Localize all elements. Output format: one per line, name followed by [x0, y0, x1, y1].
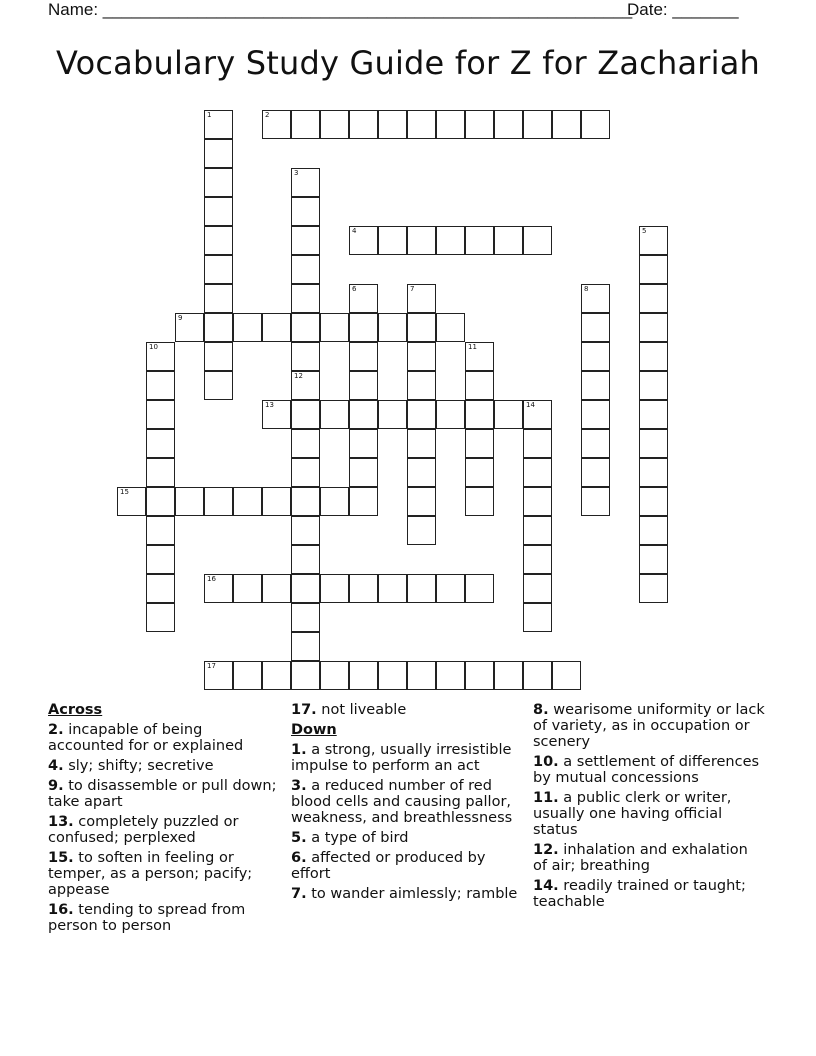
grid-cell[interactable]: [291, 371, 320, 400]
grid-cell[interactable]: [436, 661, 465, 690]
grid-cell[interactable]: [407, 516, 436, 545]
grid-cell[interactable]: [523, 110, 552, 139]
grid-cell[interactable]: [494, 226, 523, 255]
grid-cell[interactable]: [523, 661, 552, 690]
grid-cell[interactable]: [523, 226, 552, 255]
across-heading: Across: [48, 702, 103, 718]
grid-cell[interactable]: [407, 400, 436, 429]
grid-cell[interactable]: [581, 429, 610, 458]
clue-across-13: [48, 814, 280, 846]
clue-number: 4.: [48, 758, 64, 774]
grid-cell[interactable]: [349, 226, 378, 255]
grid-cell[interactable]: [465, 371, 494, 400]
grid-cell[interactable]: [407, 342, 436, 371]
cell-number: 12: [294, 372, 303, 380]
grid-cell[interactable]: [465, 429, 494, 458]
cell-number: 6: [352, 285, 357, 293]
grid-cell[interactable]: [291, 458, 320, 487]
clue-text: a public clerk or writer, usually one having official status: [533, 790, 732, 838]
grid-cell[interactable]: [639, 574, 668, 603]
grid-cell[interactable]: [204, 284, 233, 313]
grid-cell[interactable]: [146, 371, 175, 400]
grid-cell[interactable]: [407, 313, 436, 342]
clue-down-7: [291, 886, 527, 902]
grid-cell[interactable]: [378, 661, 407, 690]
grid-cell[interactable]: [639, 226, 668, 255]
cell-number: 11: [468, 343, 477, 351]
clue-number: 2.: [48, 722, 64, 738]
clue-number: 7.: [291, 886, 307, 902]
cell-number: 3: [294, 169, 299, 177]
grid-cell[interactable]: [407, 458, 436, 487]
cell-number: 10: [149, 343, 158, 351]
grid-cell[interactable]: [465, 226, 494, 255]
grid-cell[interactable]: [581, 400, 610, 429]
clue-across-9: [48, 778, 280, 810]
grid-cell[interactable]: [146, 342, 175, 371]
grid-cell[interactable]: [146, 603, 175, 632]
grid-cell[interactable]: [407, 429, 436, 458]
grid-cell[interactable]: [291, 661, 320, 690]
name-field-label[interactable]: Name: ________________________________________________________: [48, 0, 633, 19]
grid-cell[interactable]: [204, 371, 233, 400]
grid-cell[interactable]: [639, 371, 668, 400]
clue-text: affected or produced by effort: [291, 850, 486, 882]
clue-across-16: [48, 902, 280, 934]
clue-across-15: [48, 850, 280, 898]
clue-text: completely puzzled or confused; perplexed: [48, 814, 239, 846]
cell-number: 15: [120, 488, 129, 496]
grid-cell[interactable]: [436, 400, 465, 429]
grid-cell[interactable]: [581, 284, 610, 313]
grid-cell[interactable]: [639, 458, 668, 487]
grid-cell[interactable]: [146, 487, 175, 516]
clue-number: 14.: [533, 878, 559, 894]
grid-cell[interactable]: [552, 661, 581, 690]
clue-down-3: [291, 778, 527, 826]
clue-text: wearisome uniformity or lack of variety, as in occupation or scenery: [533, 702, 765, 750]
grid-cell[interactable]: [407, 226, 436, 255]
grid-cell[interactable]: [436, 110, 465, 139]
clue-across-4: [48, 758, 280, 774]
grid-cell[interactable]: [639, 429, 668, 458]
cell-number: 7: [410, 285, 415, 293]
clue-number: 9.: [48, 778, 64, 794]
clue-number: 10.: [533, 754, 559, 770]
grid-cell[interactable]: [407, 371, 436, 400]
grid-cell[interactable]: [523, 400, 552, 429]
grid-cell[interactable]: [523, 429, 552, 458]
down-heading: Down: [291, 722, 337, 738]
clue-text: tending to spread from person to person: [48, 902, 246, 934]
grid-cell[interactable]: [552, 110, 581, 139]
grid-cell[interactable]: [378, 400, 407, 429]
grid-cell[interactable]: [349, 429, 378, 458]
grid-cell[interactable]: [146, 574, 175, 603]
clues-column-3: [533, 702, 765, 914]
grid-cell[interactable]: [465, 110, 494, 139]
grid-cell[interactable]: [146, 458, 175, 487]
grid-cell[interactable]: [204, 255, 233, 284]
grid-cell[interactable]: [581, 371, 610, 400]
grid-cell[interactable]: [494, 110, 523, 139]
grid-cell[interactable]: [146, 545, 175, 574]
cell-number: 14: [526, 401, 535, 409]
clue-number: 6.: [291, 850, 307, 866]
grid-cell[interactable]: [407, 284, 436, 313]
grid-cell[interactable]: [291, 313, 320, 342]
grid-cell[interactable]: [581, 342, 610, 371]
grid-cell[interactable]: [262, 110, 291, 139]
grid-cell[interactable]: [494, 400, 523, 429]
clue-text: to disassemble or pull down; take apart: [48, 778, 277, 810]
grid-cell[interactable]: [320, 110, 349, 139]
clue-text: a type of bird: [311, 830, 409, 846]
clue-number: 5.: [291, 830, 307, 846]
grid-cell[interactable]: [320, 574, 349, 603]
grid-cell[interactable]: [378, 574, 407, 603]
grid-cell[interactable]: [639, 400, 668, 429]
grid-cell[interactable]: [407, 574, 436, 603]
grid-cell[interactable]: [639, 342, 668, 371]
clue-text: to wander aimlessly; ramble: [311, 886, 518, 902]
grid-cell[interactable]: [465, 458, 494, 487]
clue-text: readily trained or taught; teachable: [533, 878, 746, 910]
grid-cell[interactable]: [523, 574, 552, 603]
grid-cell[interactable]: [349, 574, 378, 603]
clue-number: 1.: [291, 742, 307, 758]
clue-across-17: [291, 702, 527, 718]
clue-down-10: [533, 754, 765, 786]
grid-cell[interactable]: [349, 487, 378, 516]
grid-cell[interactable]: [378, 226, 407, 255]
clue-across-2: [48, 722, 280, 754]
clue-number: 12.: [533, 842, 559, 858]
clues-column-1: [48, 702, 280, 938]
clue-down-5: [291, 830, 527, 846]
grid-cell[interactable]: [407, 661, 436, 690]
cell-number: 13: [265, 401, 274, 409]
grid-cell[interactable]: [436, 574, 465, 603]
grid-cell[interactable]: [639, 284, 668, 313]
clue-text: a reduced number of red blood cells and causing pallor, weakness, and breathlessness: [291, 778, 513, 826]
clue-down-6: [291, 850, 527, 882]
grid-cell[interactable]: [581, 110, 610, 139]
grid-cell[interactable]: [407, 487, 436, 516]
cell-number: 17: [207, 662, 216, 670]
grid-cell[interactable]: [465, 574, 494, 603]
grid-cell[interactable]: [523, 603, 552, 632]
grid-cell[interactable]: [465, 487, 494, 516]
grid-cell[interactable]: [320, 487, 349, 516]
clue-down-8: [533, 702, 765, 750]
grid-cell[interactable]: [639, 545, 668, 574]
grid-cell[interactable]: [291, 487, 320, 516]
grid-cell[interactable]: [291, 226, 320, 255]
grid-cell[interactable]: [204, 661, 233, 690]
grid-cell[interactable]: [117, 487, 146, 516]
clue-text: incapable of being accounted for or explained: [48, 722, 244, 754]
clue-number: 8.: [533, 702, 549, 718]
clue-text: a settlement of differences by mutual concessions: [533, 754, 760, 786]
grid-cell[interactable]: [233, 313, 262, 342]
grid-cell[interactable]: [291, 255, 320, 284]
grid-cell[interactable]: [291, 284, 320, 313]
clue-number: 16.: [48, 902, 74, 918]
cell-number: 8: [584, 285, 589, 293]
clue-down-12: [533, 842, 765, 874]
grid-cell[interactable]: [204, 313, 233, 342]
clue-text: sly; shifty; secretive: [68, 758, 214, 774]
grid-cell[interactable]: [291, 603, 320, 632]
grid-cell[interactable]: [291, 632, 320, 661]
grid-cell[interactable]: [233, 574, 262, 603]
grid-cell[interactable]: [523, 545, 552, 574]
grid-cell[interactable]: [639, 313, 668, 342]
grid-cell[interactable]: [233, 487, 262, 516]
page-title: Vocabulary Study Guide for Z for Zachariah: [55, 44, 761, 82]
grid-cell[interactable]: [146, 400, 175, 429]
grid-cell[interactable]: [204, 110, 233, 139]
grid-cell[interactable]: [349, 342, 378, 371]
clue-text: inhalation and exhalation of air; breathing: [533, 842, 748, 874]
grid-cell[interactable]: [320, 400, 349, 429]
grid-cell[interactable]: [204, 574, 233, 603]
grid-cell[interactable]: [407, 110, 436, 139]
grid-cell[interactable]: [581, 487, 610, 516]
grid-cell[interactable]: [204, 226, 233, 255]
grid-cell[interactable]: [349, 110, 378, 139]
grid-cell[interactable]: [349, 458, 378, 487]
grid-cell[interactable]: [291, 574, 320, 603]
grid-cell[interactable]: [262, 661, 291, 690]
grid-cell[interactable]: [291, 168, 320, 197]
cell-number: 16: [207, 575, 216, 583]
grid-cell[interactable]: [349, 313, 378, 342]
cell-number: 5: [642, 227, 647, 235]
grid-cell[interactable]: [204, 139, 233, 168]
grid-cell[interactable]: [291, 545, 320, 574]
clue-number: 17.: [291, 702, 317, 718]
grid-cell[interactable]: [291, 429, 320, 458]
grid-cell[interactable]: [262, 400, 291, 429]
grid-cell[interactable]: [320, 313, 349, 342]
grid-cell[interactable]: [349, 284, 378, 313]
grid-cell[interactable]: [233, 661, 262, 690]
grid-cell[interactable]: [262, 313, 291, 342]
clue-text: to soften in feeling or temper, as a person; pacify; appease: [48, 850, 253, 898]
grid-cell[interactable]: [204, 197, 233, 226]
grid-cell[interactable]: [175, 313, 204, 342]
grid-cell[interactable]: [146, 429, 175, 458]
clue-down-1: [291, 742, 527, 774]
grid-cell[interactable]: [262, 487, 291, 516]
clue-number: 13.: [48, 814, 74, 830]
clue-number: 15.: [48, 850, 74, 866]
grid-cell[interactable]: [494, 661, 523, 690]
grid-cell[interactable]: [639, 516, 668, 545]
grid-cell[interactable]: [291, 400, 320, 429]
grid-cell[interactable]: [581, 458, 610, 487]
grid-cell[interactable]: [320, 661, 349, 690]
grid-cell[interactable]: [204, 487, 233, 516]
grid-cell[interactable]: [291, 516, 320, 545]
grid-cell[interactable]: [465, 342, 494, 371]
cell-number: 2: [265, 111, 270, 119]
grid-cell[interactable]: [349, 400, 378, 429]
clue-down-11: [533, 790, 765, 838]
grid-cell[interactable]: [465, 400, 494, 429]
grid-cell[interactable]: [523, 458, 552, 487]
grid-cell[interactable]: [175, 487, 204, 516]
grid-cell[interactable]: [204, 168, 233, 197]
cell-number: 1: [207, 111, 212, 119]
grid-cell[interactable]: [639, 487, 668, 516]
grid-cell[interactable]: [436, 226, 465, 255]
date-field-label[interactable]: Date: _______: [627, 0, 739, 19]
grid-cell[interactable]: [523, 487, 552, 516]
grid-cell[interactable]: [581, 313, 610, 342]
clue-number: 11.: [533, 790, 559, 806]
clue-down-14: [533, 878, 765, 910]
grid-cell[interactable]: [465, 661, 494, 690]
grid-cell[interactable]: [523, 516, 552, 545]
grid-cell[interactable]: [639, 255, 668, 284]
clue-text: a strong, usually irresistible impulse to perform an act: [291, 742, 512, 774]
clue-number: 3.: [291, 778, 307, 794]
grid-cell[interactable]: [204, 342, 233, 371]
grid-cell[interactable]: [436, 313, 465, 342]
grid-cell[interactable]: [262, 574, 291, 603]
grid-cell[interactable]: [146, 516, 175, 545]
clues-column-2: [291, 702, 527, 906]
grid-cell[interactable]: [349, 371, 378, 400]
grid-cell[interactable]: [291, 342, 320, 371]
grid-cell[interactable]: [291, 197, 320, 226]
clue-text: not liveable: [321, 702, 407, 718]
grid-cell[interactable]: [378, 313, 407, 342]
cell-number: 9: [178, 314, 183, 322]
cell-number: 4: [352, 227, 357, 235]
grid-cell[interactable]: [291, 110, 320, 139]
grid-cell[interactable]: [349, 661, 378, 690]
grid-cell[interactable]: [378, 110, 407, 139]
